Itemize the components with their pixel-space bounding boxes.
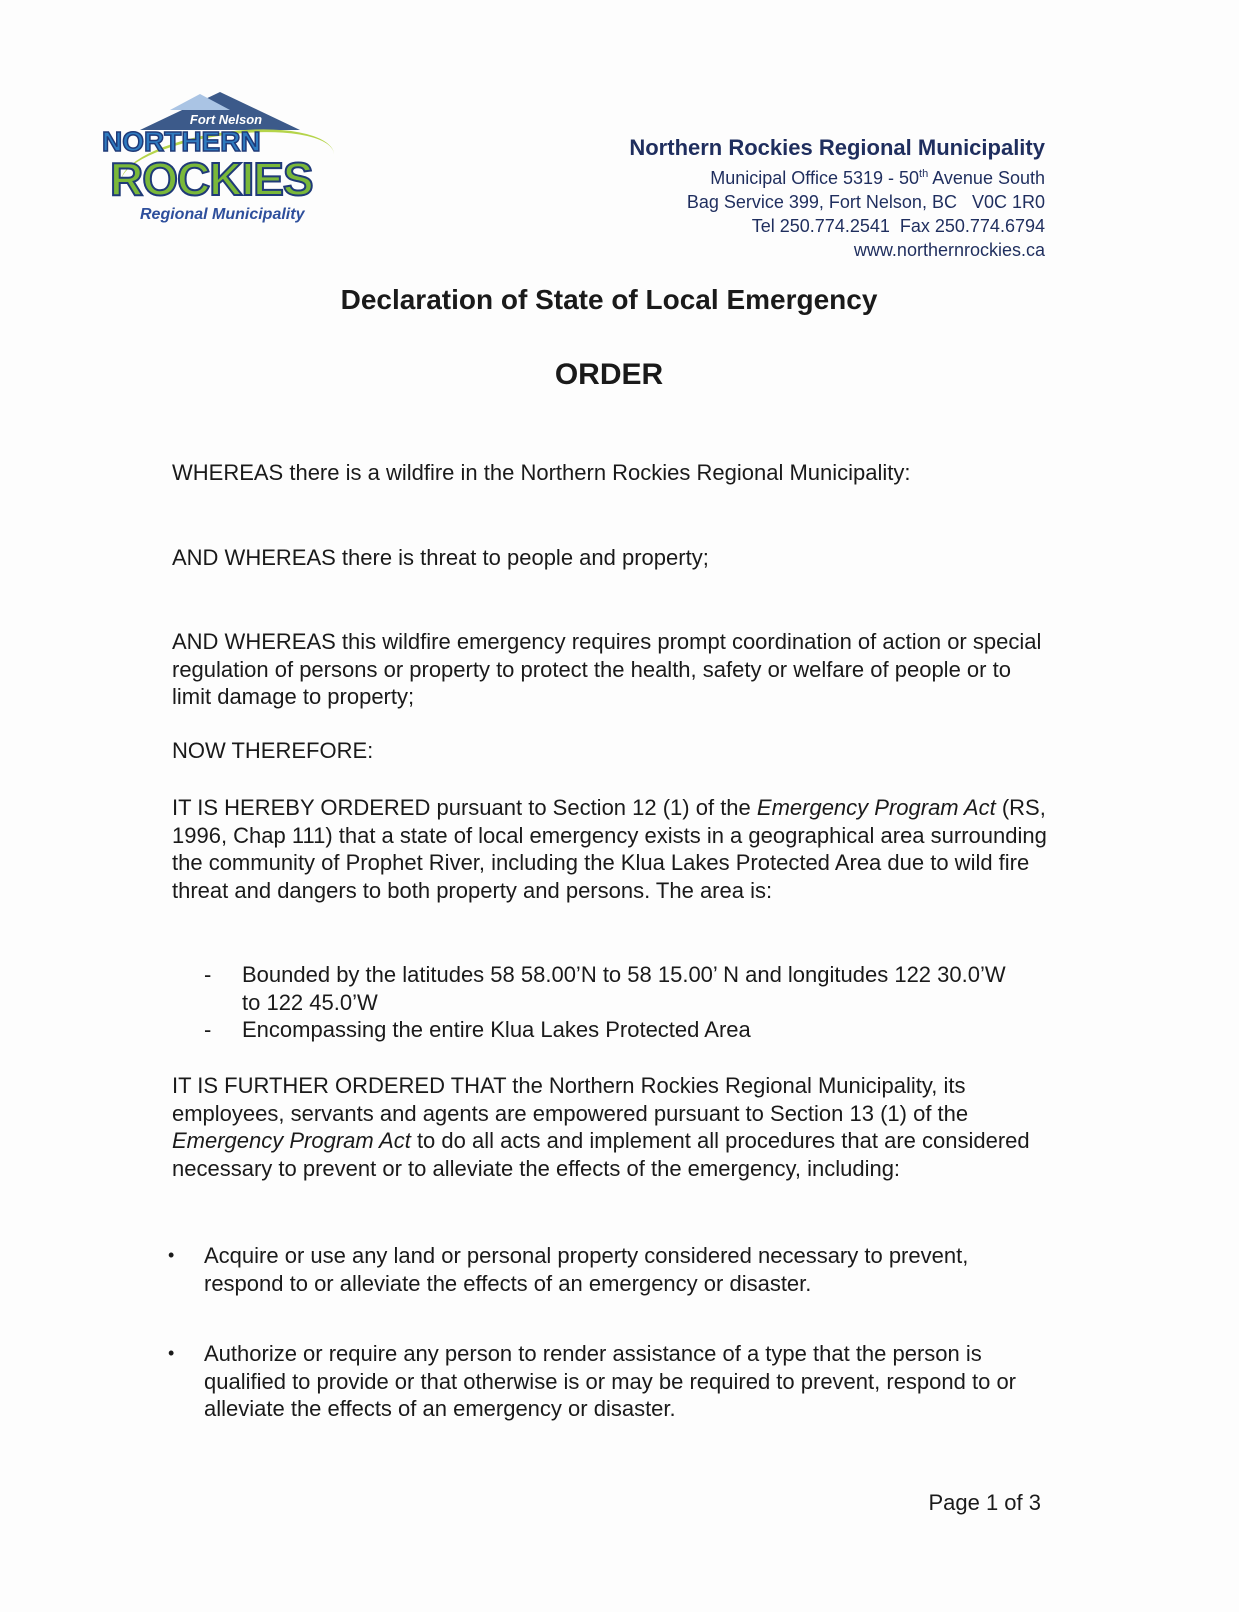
page-number: Page 1 of 3	[928, 1490, 1041, 1515]
further-text-1: IT IS FURTHER ORDERED THAT the Northern Rockies Regional Municipality, its employees, servants and agents are empowered pursuant to Section 13 (1) of the	[172, 1073, 969, 1126]
website-link[interactable]: www.northernrockies.ca	[853, 240, 1045, 260]
org-name: Northern Rockies Regional Municipality	[629, 135, 1045, 160]
further-text-2: to do all acts and implement all procedures that are considered necessary to prevent or to alleviate the effects of the emergency, including:	[172, 1128, 1030, 1181]
hereby-ordered-paragraph	[172, 794, 1052, 904]
logo-line2: ROCKIES	[110, 153, 313, 205]
municipality-logo	[100, 92, 340, 232]
area-list-item	[204, 961, 1024, 1016]
document-subtitle: ORDER	[554, 358, 664, 391]
power-item-text: Authorize or require any person to render assistance of a type that the person is qualified to provide or that otherwise is or may be required to prevent, respond to or alleviate the effects of an emergency or disaster.	[204, 1341, 1017, 1421]
logo-bottom-text: Regional Municipality	[140, 206, 305, 223]
whereas-paragraph-2: AND WHEREAS there is threat to people and property;	[172, 545, 709, 570]
area-item-text: Bounded by the latitudes 58 58.00’N to 58 15.00’ N and longitudes 122 30.0’W to 122 45.0’W	[242, 962, 1006, 1015]
powers-list-item	[168, 1242, 1048, 1297]
address-line-1-post: Avenue South	[928, 168, 1045, 188]
act-name: Emergency Program Act	[756, 795, 996, 820]
logo-top-text: Fort Nelson	[189, 112, 263, 127]
address-line-2: Bag Service 399, Fort Nelson, BC V0C 1R0	[686, 192, 1045, 212]
ordered-text-2: (RS, 1996, Chap 111) that a state of local emergency exists in a geographical area surrounding the community of Prophet River, including the Klua Lakes Protected Area due to wild fire threat and dangers to both property and persons. The area is:	[172, 795, 1047, 903]
address-line-1	[629, 162, 1045, 190]
document-title: Declaration of State of Local Emergency	[340, 284, 878, 315]
ordered-text-1: IT IS HEREBY ORDERED pursuant to Section 12 (1) of the	[172, 795, 757, 820]
whereas-paragraph-3: AND WHEREAS this wildfire emergency requires prompt coordination of action or special regulation of persons or property to protect the health, safety or welfare of people or to limit damage to property;	[172, 629, 1042, 709]
powers-list-item	[168, 1340, 1048, 1423]
bullet-icon: •	[168, 1245, 175, 1265]
logo-line1: NORTHERN	[102, 126, 261, 157]
address-line-1-sup: th	[919, 168, 929, 180]
dash-icon: -	[204, 962, 212, 987]
bullet-icon: •	[168, 1343, 175, 1363]
area-list-item	[204, 1016, 1024, 1044]
further-ordered-paragraph	[172, 1072, 1052, 1182]
power-item-text: Acquire or use any land or personal property considered necessary to prevent, respond to or alleviate the effects of an emergency or disaster.	[204, 1243, 969, 1296]
phone-fax-line: Tel 250.774.2541 Fax 250.774.6794	[751, 216, 1045, 236]
act-name: Emergency Program Act	[172, 1128, 411, 1153]
dash-icon: -	[204, 1017, 212, 1042]
mountain-peak-icon	[170, 94, 230, 110]
whereas-paragraph-1: WHEREAS there is a wildfire in the Northern Rockies Regional Municipality:	[172, 460, 911, 485]
area-list	[204, 961, 1024, 1044]
powers-list	[168, 1242, 1048, 1423]
area-item-text: Encompassing the entire Klua Lakes Protected Area	[242, 1017, 751, 1042]
letterhead	[629, 134, 1045, 262]
address-line-1-pre: Municipal Office 5319 - 50	[710, 168, 920, 188]
now-therefore-heading: NOW THEREFORE:	[172, 738, 374, 763]
